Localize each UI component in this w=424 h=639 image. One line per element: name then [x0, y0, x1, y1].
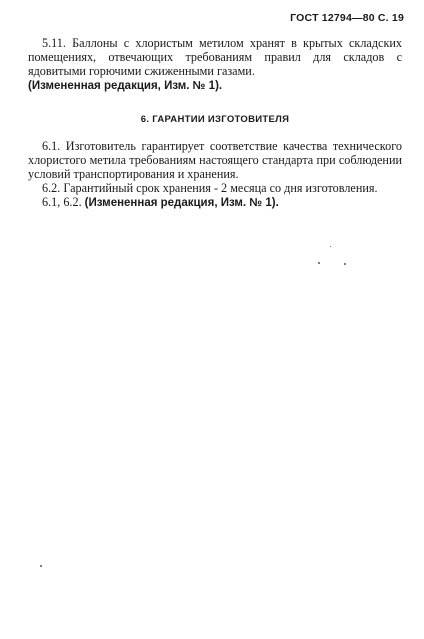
paragraph-6-2	[28, 181, 402, 195]
section-6-title: 6. ГАРАНТИИ ИЗГОТОВИТЕЛЯ	[140, 114, 290, 125]
scan-speck	[318, 262, 320, 264]
paragraph-5-11	[28, 36, 402, 78]
paragraph-6-2-text: 6.2. Гарантийный срок хранения - 2 месяца со дня изготовления.	[42, 181, 378, 195]
paragraph-6-1-text: 6.1. Изготовитель гарантирует соответствие качества технического хлористого метила требованиям настоящего стандарта при соблюдении условий транспортирования и хранения.	[28, 139, 402, 181]
paragraph-5-11-text: 5.11. Баллоны с хлористым метилом хранят в крытых складских помещениях, отвечающих требованиям правил для складов с ядовитыми горючими сжиженными газами.	[28, 36, 402, 78]
page-header: ГОСТ 12794—80 С. 19	[290, 12, 404, 24]
amendment-ref: 6.1, 6.2.	[42, 195, 82, 209]
scan-speck	[40, 565, 42, 567]
amendment-note-5	[28, 78, 402, 93]
paragraph-6-1	[28, 139, 402, 181]
amendment-note-6-text: (Измененная редакция, Изм. № 1).	[84, 197, 279, 209]
scan-speck	[330, 246, 331, 247]
amendment-note-6	[28, 195, 402, 210]
amendment-note-5-text: (Измененная редакция, Изм. № 1).	[28, 80, 223, 92]
scan-speck	[344, 263, 346, 265]
document-body	[28, 36, 402, 210]
